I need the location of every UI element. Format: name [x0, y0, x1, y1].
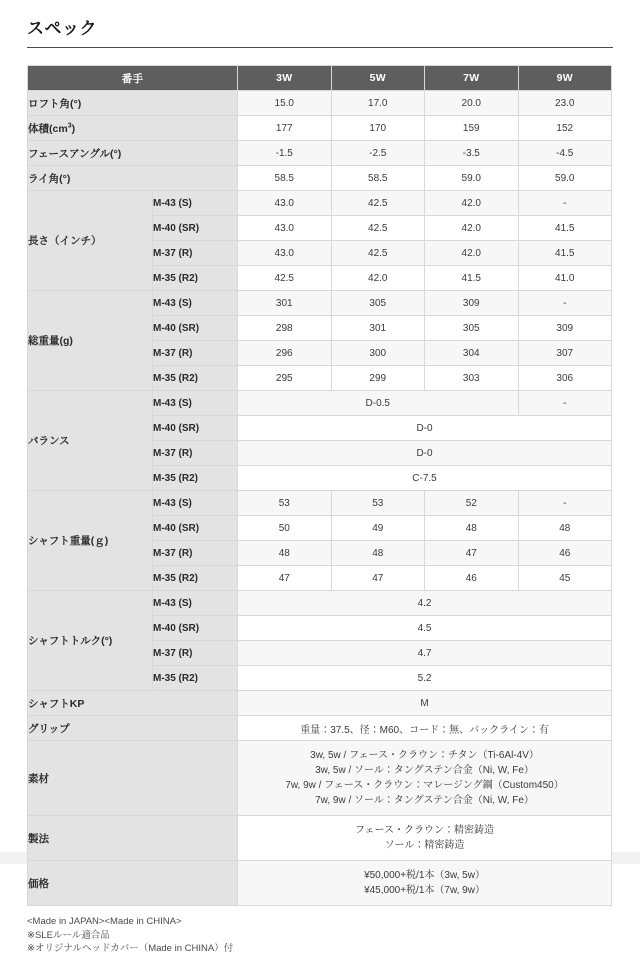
header-club-label: 番手: [28, 66, 238, 91]
cell-value: 4.7: [238, 641, 612, 666]
cell-value: 177: [238, 116, 332, 141]
cell-value: 300: [331, 341, 425, 366]
cell-value: 4.5: [238, 616, 612, 641]
cell-value: フェース・クラウン：精密鋳造 ソール：精密鋳造: [238, 816, 612, 861]
row-group-label: 総重量(g): [28, 291, 153, 391]
cell-value: 42.0: [425, 191, 519, 216]
cell-value: 41.5: [518, 216, 612, 241]
cell-value: 43.0: [238, 191, 332, 216]
row-sub-label: M-37 (R): [153, 641, 238, 666]
table-row: [28, 116, 612, 141]
cell-value: 59.0: [518, 166, 612, 191]
row-label: 素材: [28, 741, 238, 816]
row-label: ロフト角(°): [28, 91, 238, 116]
footnote-line: ※オリジナルヘッドカバー（Made in CHINA）付: [27, 943, 234, 954]
cell-value: 58.5: [331, 166, 425, 191]
row-label: フェースアングル(°): [28, 141, 238, 166]
row-label: 製法: [28, 816, 238, 861]
cell-value: 52: [425, 491, 519, 516]
table-row: [28, 166, 612, 191]
row-sub-label: M-35 (R2): [153, 266, 238, 291]
header-col-9w: 9W: [518, 66, 612, 91]
spec-table-body: [28, 91, 612, 906]
cell-value: D-0: [238, 441, 612, 466]
row-sub-label: M-40 (SR): [153, 216, 238, 241]
cell-value: 15.0: [238, 91, 332, 116]
spec-table-head: [28, 66, 612, 91]
cell-value: 42.0: [425, 241, 519, 266]
row-sub-label: M-37 (R): [153, 541, 238, 566]
cell-value: 309: [518, 316, 612, 341]
row-label: 体積$(cm^3)$: [28, 116, 238, 141]
cell-value: 303: [425, 366, 519, 391]
cell-value: 42.5: [331, 241, 425, 266]
table-row: [28, 741, 612, 816]
cell-value: 47: [425, 541, 519, 566]
cell-value: 53: [331, 491, 425, 516]
row-sub-label: M-35 (R2): [153, 466, 238, 491]
cell-value: 301: [331, 316, 425, 341]
cell-value: 3w, 5w / フェース・クラウン：チタン（Ti-6Al-4V） 3w, 5w / ソール：タングステン合金（Ni, W, Fe） 7w, 9w / フェース・クラウン：マレージング鋼（Custom450） 7w, 9w / ソール：タングステン合金（Ni, W, Fe）: [238, 741, 612, 816]
cell-value: 307: [518, 341, 612, 366]
table-row: [28, 91, 612, 116]
row-sub-label: M-40 (SR): [153, 316, 238, 341]
cell-value: 159: [425, 116, 519, 141]
cell-value: -1.5: [238, 141, 332, 166]
table-row: [28, 861, 612, 906]
cell-value: 53: [238, 491, 332, 516]
cell-value: 299: [331, 366, 425, 391]
cell-value: 46: [425, 566, 519, 591]
row-sub-label: M-40 (SR): [153, 616, 238, 641]
row-sub-label: M-43 (S): [153, 391, 238, 416]
cell-value: C-7.5: [238, 466, 612, 491]
cell-value: 298: [238, 316, 332, 341]
cell-value: 301: [238, 291, 332, 316]
row-label: シャフトKP: [28, 691, 238, 716]
row-label: 価格: [28, 861, 238, 906]
row-sub-label: M-35 (R2): [153, 666, 238, 691]
cell-value: -: [518, 191, 612, 216]
cell-value: 重量：37.5、径：M60、コード：無、バックライン：有: [238, 716, 612, 741]
cell-value: M: [238, 691, 612, 716]
cell-value: ¥50,000+税/1本（3w, 5w） ¥45,000+税/1本（7w, 9w）: [238, 861, 612, 906]
cell-value: 42.5: [331, 216, 425, 241]
table-row: [28, 816, 612, 861]
footnote-line: <Made in JAPAN><Made in CHINA>: [27, 916, 182, 927]
row-group-label: バランス: [28, 391, 153, 491]
cell-value: -: [518, 491, 612, 516]
cell-value: 23.0: [518, 91, 612, 116]
table-row: [28, 141, 612, 166]
cell-value: 5.2: [238, 666, 612, 691]
cell-value: -3.5: [425, 141, 519, 166]
cell-value: 41.5: [518, 241, 612, 266]
cell-value: 43.0: [238, 241, 332, 266]
cell-value: -2.5: [331, 141, 425, 166]
cell-value: 49: [331, 516, 425, 541]
cell-value: 48: [331, 541, 425, 566]
page-title: スペック: [27, 19, 97, 38]
row-sub-label: M-40 (SR): [153, 516, 238, 541]
row-group-label: シャフトトルク(°): [28, 591, 153, 691]
cell-value: 45: [518, 566, 612, 591]
table-row: [28, 291, 612, 316]
cell-value: 48: [518, 516, 612, 541]
header-col-7w: 7W: [425, 66, 519, 91]
cell-value: 295: [238, 366, 332, 391]
row-sub-label: M-43 (S): [153, 491, 238, 516]
cell-value: 46: [518, 541, 612, 566]
row-sub-label: M-43 (S): [153, 291, 238, 316]
cell-value: -: [518, 391, 612, 416]
cell-value: 48: [425, 516, 519, 541]
table-row: [28, 591, 612, 616]
cell-value: 306: [518, 366, 612, 391]
cell-value: 42.0: [425, 216, 519, 241]
cell-value: 17.0: [331, 91, 425, 116]
row-label: ライ角(°): [28, 166, 238, 191]
cell-value: 305: [425, 316, 519, 341]
cell-value: 20.0: [425, 91, 519, 116]
table-row: [28, 691, 612, 716]
row-sub-label: M-37 (R): [153, 341, 238, 366]
cell-value: -: [518, 291, 612, 316]
cell-value: 47: [331, 566, 425, 591]
spec-table: [27, 65, 612, 906]
row-group-label: シャフト重量(ｇ): [28, 491, 153, 591]
cell-value: D-0.5: [238, 391, 519, 416]
cell-value: 4.2: [238, 591, 612, 616]
row-sub-label: M-43 (S): [153, 191, 238, 216]
cell-value: 50: [238, 516, 332, 541]
cell-value: 59.0: [425, 166, 519, 191]
cell-value: 42.0: [331, 266, 425, 291]
table-header-row: [28, 66, 612, 91]
cell-value: 42.5: [238, 266, 332, 291]
footnote-line: ※SLEルール適合品: [27, 929, 110, 941]
row-sub-label: M-35 (R2): [153, 366, 238, 391]
cell-value: 304: [425, 341, 519, 366]
cell-value: 41.5: [425, 266, 519, 291]
cell-value: 170: [331, 116, 425, 141]
cell-value: 48: [238, 541, 332, 566]
cell-value: 305: [331, 291, 425, 316]
cell-value: 42.5: [331, 191, 425, 216]
cell-value: 296: [238, 341, 332, 366]
row-label: グリップ: [28, 716, 238, 741]
table-row: [28, 391, 612, 416]
cell-value: 43.0: [238, 216, 332, 241]
cell-value: -4.5: [518, 141, 612, 166]
cell-value: 309: [425, 291, 519, 316]
spec-table-wrap: [0, 48, 640, 906]
header-col-5w: 5W: [331, 66, 425, 91]
cell-value: D-0: [238, 416, 612, 441]
row-sub-label: M-37 (R): [153, 441, 238, 466]
cell-value: 152: [518, 116, 612, 141]
row-group-label: 長さ（インチ）: [28, 191, 153, 291]
row-sub-label: M-37 (R): [153, 241, 238, 266]
table-row: [28, 491, 612, 516]
table-row: [28, 191, 612, 216]
table-row: [28, 716, 612, 741]
header-col-3w: 3W: [238, 66, 332, 91]
footnote-list: [0, 906, 640, 956]
cell-value: 41.0: [518, 266, 612, 291]
cell-value: 58.5: [238, 166, 332, 191]
cell-value: 47: [238, 566, 332, 591]
row-sub-label: M-43 (S): [153, 591, 238, 616]
row-sub-label: M-40 (SR): [153, 416, 238, 441]
row-sub-label: M-35 (R2): [153, 566, 238, 591]
